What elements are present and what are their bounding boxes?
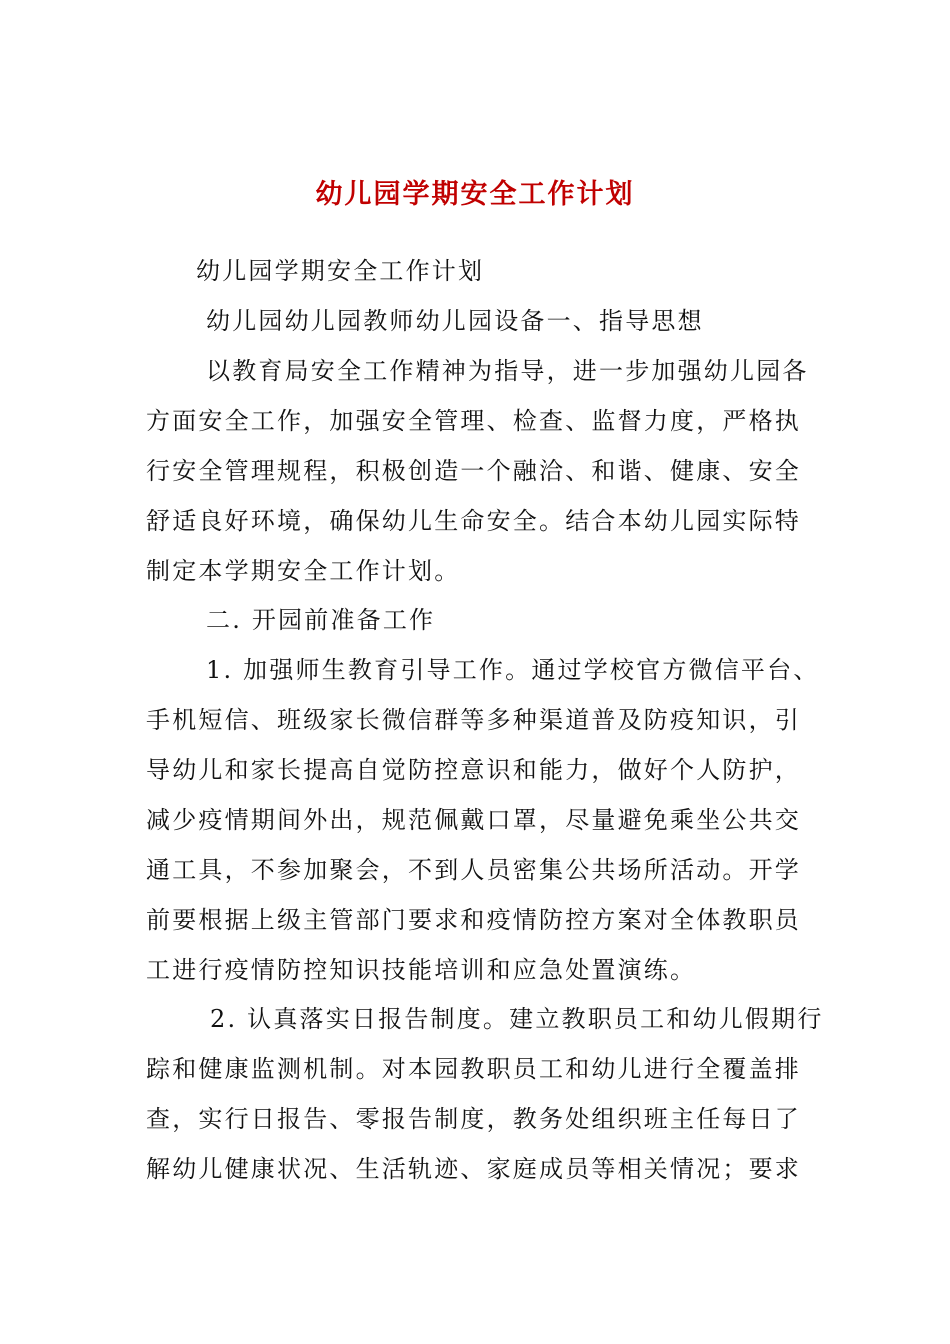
paragraph-line: 通工具，不参加聚会，不到人员密集公共场所活动。开学 (146, 856, 801, 884)
section-heading-guiding-ideology: 幼儿园幼儿园教师幼儿园设备一、指导思想 (206, 307, 704, 335)
paragraph-line: 手机短信、班级家长微信群等多种渠道普及防疫知识，引 (146, 706, 801, 734)
paragraph-line: 行安全管理规程，积极创造一个融洽、和谐、健康、安全 (146, 457, 801, 485)
document-title: 幼儿园学期安全工作计划 (315, 179, 635, 210)
paragraph-line: 工进行疫情防控知识技能培训和应急处置演练。 (146, 956, 697, 984)
paragraph-line: 方面安全工作，加强安全管理、检查、监督力度，严格执 (146, 407, 801, 435)
paragraph-line: 舒适良好环境，确保幼儿生命安全。结合本幼儿园实际特 (146, 507, 801, 535)
paragraph-line: 制定本学期安全工作计划。 (146, 557, 461, 585)
paragraph-line: 2. 认真落实日报告制度。建立教职员工和幼儿假期行 (210, 1005, 824, 1033)
paragraph-line: 前要根据上级主管部门要求和疫情防控方案对全体教职员 (146, 906, 801, 934)
paragraph-line: 减少疫情期间外出，规范佩戴口罩，尽量避免乘坐公共交 (146, 806, 801, 834)
paragraph-line: 解幼儿健康状况、生活轨迹、家庭成员等相关情况；要求 (146, 1155, 801, 1183)
paragraph-line: 以教育局安全工作精神为指导，进一步加强幼儿园各 (206, 357, 809, 385)
subtitle-line: 幼儿园学期安全工作计划 (196, 257, 485, 285)
paragraph-line: 踪和健康监测机制。对本园教职员工和幼儿进行全覆盖排 (146, 1055, 801, 1083)
paragraph-line: 查，实行日报告、零报告制度，教务处组织班主任每日了 (146, 1105, 801, 1133)
section-heading-preparation: 二. 开园前准备工作 (206, 606, 436, 634)
paragraph-line: 1. 加强师生教育引导工作。通过学校官方微信平台、 (206, 656, 820, 684)
paragraph-line: 导幼儿和家长提高自觉防控意识和能力，做好个人防护， (146, 756, 801, 784)
